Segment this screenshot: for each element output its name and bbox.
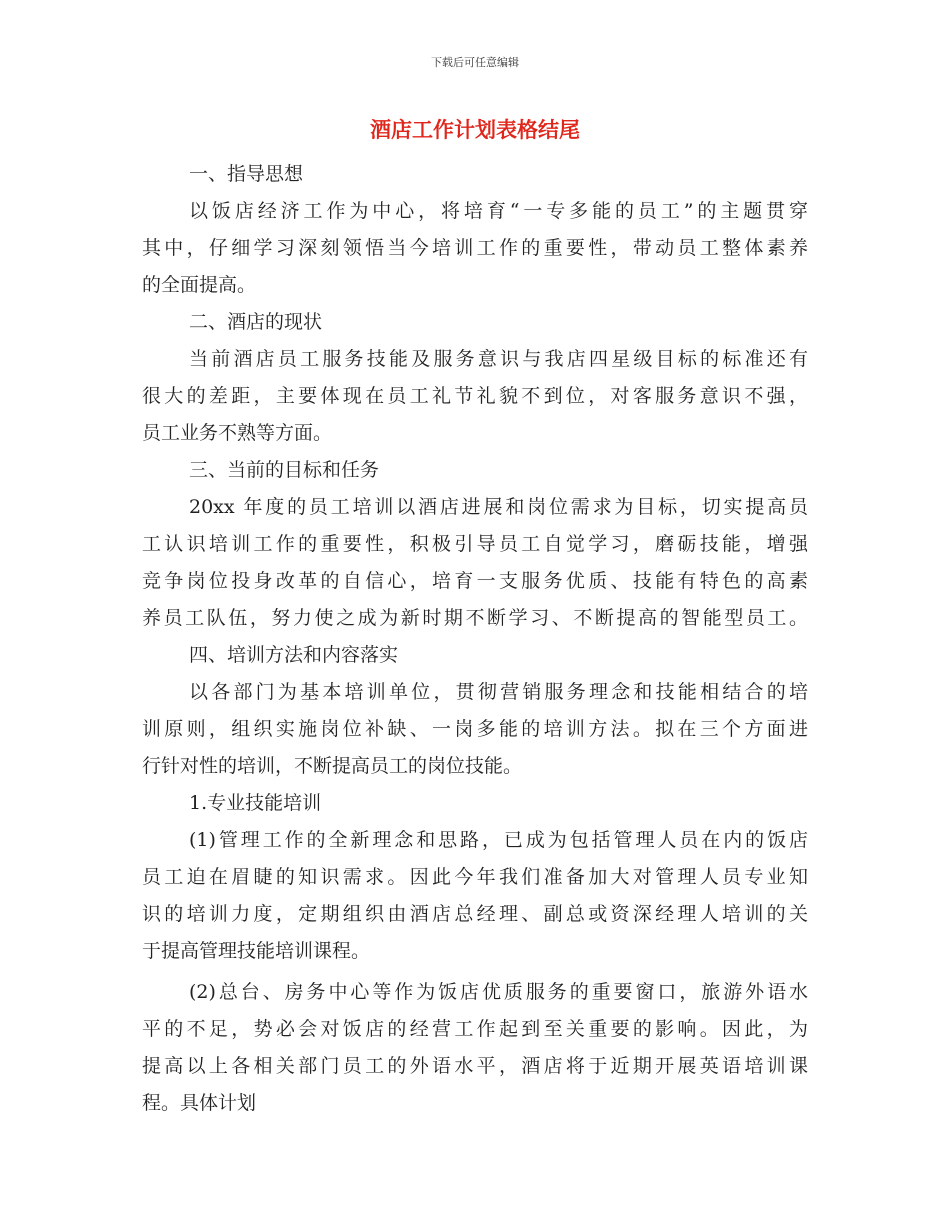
text-line: 以饭店经济工作为中心，将培育“一专多能的员工”的主题贯穿 [189, 200, 808, 222]
text-line: 员工业务不熟等方面。 [142, 422, 333, 444]
text-line: 四、培训方法和内容落实 [189, 644, 399, 666]
text-line: 于提高管理技能培训课程。 [142, 940, 371, 962]
text-line: 其中，仔细学习深刻领悟当今培训工作的重要性，带动员工整体素养 [142, 237, 808, 259]
text-line: 竞争岗位投身改革的自信心，培育一支服务优质、技能有特色的高素 [142, 570, 808, 592]
header-note: 下载后可任意编辑 [431, 56, 519, 69]
text-line: 训原则，组织实施岗位补缺、一岗多能的培训方法。拟在三个方面进 [142, 718, 808, 740]
text-line: 识的培训力度，定期组织由酒店总经理、副总或资深经理人培训的关 [142, 903, 808, 925]
text-line: 当前酒店员工服务技能及服务意识与我店四星级目标的标准还有 [189, 348, 808, 370]
text-line: 很大的差距，主要体现在员工礼节礼貌不到位，对客服务意识不强， [142, 385, 808, 407]
document-title: 酒店工作计划表格结尾 [370, 118, 580, 142]
text-line: (1)管理工作的全新理念和思路，已成为包括管理人员在内的饭店 [189, 829, 808, 851]
text-line: 一、指导思想 [189, 163, 304, 185]
text-line: 提高以上各相关部门员工的外语水平，酒店将于近期开展英语培训课 [142, 1055, 808, 1077]
text-line: 程。具体计划 [142, 1092, 257, 1114]
text-line: 20xx 年度的员工培训以酒店进展和岗位需求为目标，切实提高员 [189, 496, 808, 518]
text-line: 养员工队伍，努力使之成为新时期不断学习、不断提高的智能型员工。 [142, 607, 808, 629]
text-line: 工认识培训工作的重要性，积极引导员工自觉学习，磨砺技能，增强 [142, 533, 808, 555]
text-line: 的全面提高。 [142, 274, 257, 296]
text-line: 1.专业技能培训 [189, 792, 322, 814]
text-line: 二、酒店的现状 [189, 311, 323, 333]
document-body [142, 156, 808, 1122]
text-line: 行针对性的培训，不断提高员工的岗位技能。 [142, 755, 523, 777]
text-line: 员工迫在眉睫的知识需求。因此今年我们准备加大对管理人员专业知 [142, 866, 808, 888]
text-line: (2)总台、房务中心等作为饭店优质服务的重要窗口，旅游外语水 [189, 981, 808, 1003]
text-line: 平的不足，势必会对饭店的经营工作起到至关重要的影响。因此，为 [142, 1018, 808, 1040]
text-line: 以各部门为基本培训单位，贯彻营销服务理念和技能相结合的培 [189, 681, 808, 703]
text-line: 三、当前的目标和任务 [189, 459, 380, 481]
